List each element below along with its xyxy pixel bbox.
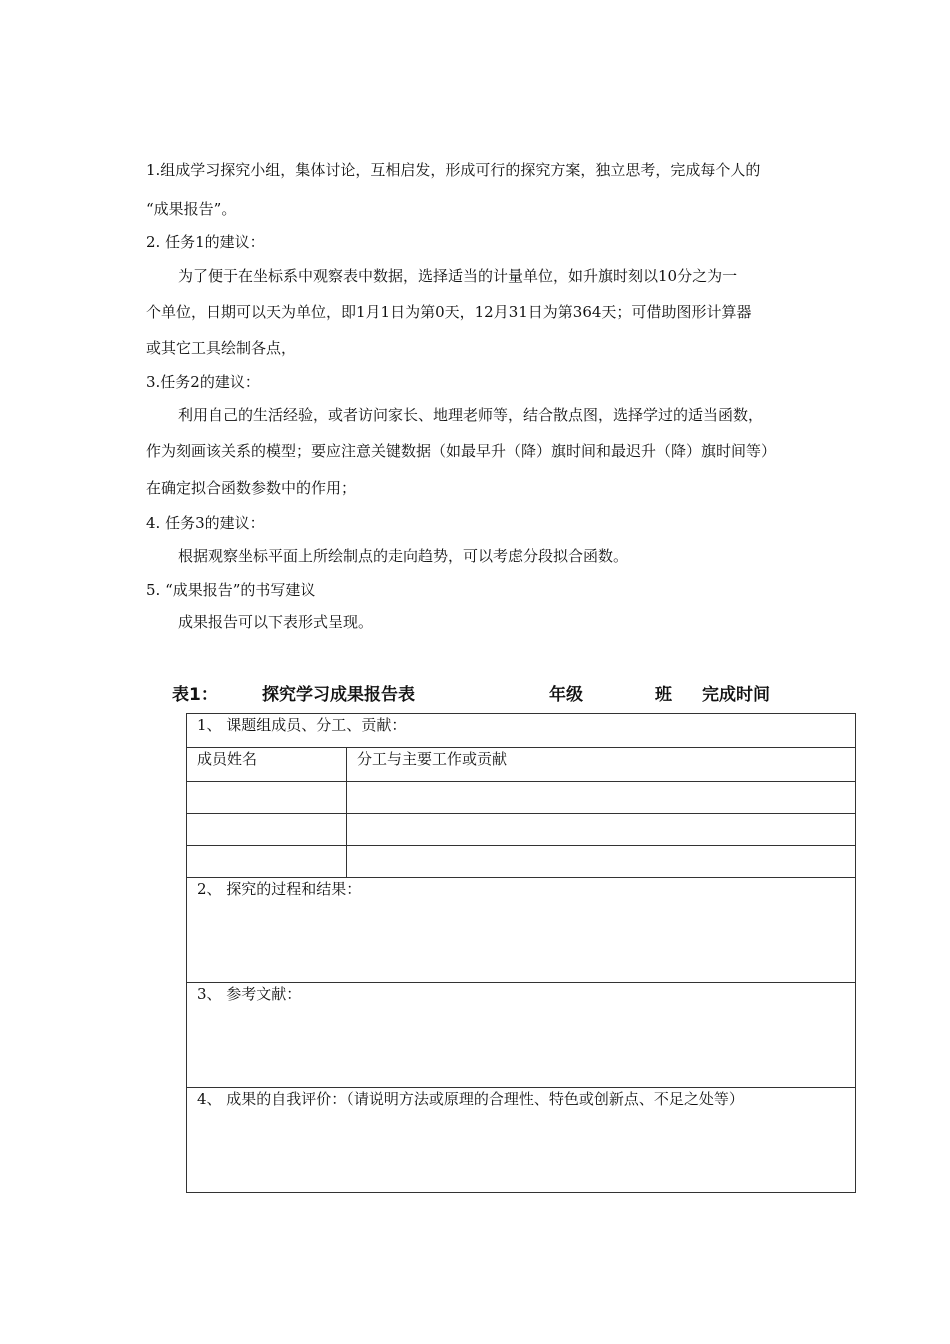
task-2-line-1: 利用自己的生活经验，或者访问家长、地理老师等，结合散点图，选择学过的适当函数， [178,406,764,424]
task-2-line-3: 在确定拟合函数参数中的作用； [146,479,357,497]
table-row [187,1088,856,1193]
member-work-cell[interactable] [347,782,856,814]
task-2-heading: 3.任务2的建议： [146,373,260,391]
column-header-work: 分工与主要工作或贡献 [347,748,856,782]
report-line-1: 成果报告可以下表形式呈现。 [178,613,374,631]
task-1-heading: 2. 任务1的建议： [146,233,265,251]
table-name: 探究学习成果报告表 [262,685,415,705]
section-1-header: 1、 课题组成员、分工、贡献： [187,714,856,748]
task-3-heading: 4. 任务3的建议： [146,514,265,532]
table-row [187,878,856,983]
report-table [186,713,856,1193]
table-label: 表1： [172,685,218,705]
table-row [187,714,856,748]
class-label: 班 [655,685,672,705]
task-2-line-2: 作为刻画该关系的模型；要应注意关键数据（如最早升（降）旗时间和最迟升（降）旗时间等） [146,442,777,460]
paragraph-1-line-2: “成果报告”。 [146,200,237,218]
report-heading: 5. “成果报告”的书写建议 [146,581,316,599]
member-work-cell[interactable] [347,814,856,846]
section-2-process-results[interactable]: 2、 探究的过程和结果： [187,878,856,983]
table-row [187,846,856,878]
task-1-line-3: 或其它工具绘制各点， [146,339,297,357]
grade-label: 年级 [549,685,583,705]
member-name-cell[interactable] [187,814,347,846]
table-row [187,814,856,846]
table-row [187,782,856,814]
member-work-cell[interactable] [347,846,856,878]
task-1-line-2: 个单位，日期可以天为单位，即1月1日为第0天，12月31日为第364天；可借助图形计算器 [146,303,752,321]
member-name-cell[interactable] [187,782,347,814]
task-1-line-1: 为了便于在坐标系中观察表中数据，选择适当的计量单位，如升旗时刻以10分之为一 [178,267,738,285]
table-title [172,680,812,704]
section-3-references[interactable]: 3、 参考文献： [187,983,856,1088]
column-header-member-name: 成员姓名 [187,748,347,782]
table-row [187,748,856,782]
task-3-line-1: 根据观察坐标平面上所绘制点的走向趋势，可以考虑分段拟合函数。 [178,547,629,565]
completion-time-label: 完成时间 [702,685,770,705]
member-name-cell[interactable] [187,846,347,878]
table-row [187,983,856,1088]
section-4-self-evaluation[interactable]: 4、 成果的自我评价：（请说明方法或原理的合理性、特色或创新点、不足之处等） [187,1088,856,1193]
paragraph-1-line-1: 1.组成学习探究小组，集体讨论，互相启发，形成可行的探究方案，独立思考，完成每个人的 [146,161,761,179]
